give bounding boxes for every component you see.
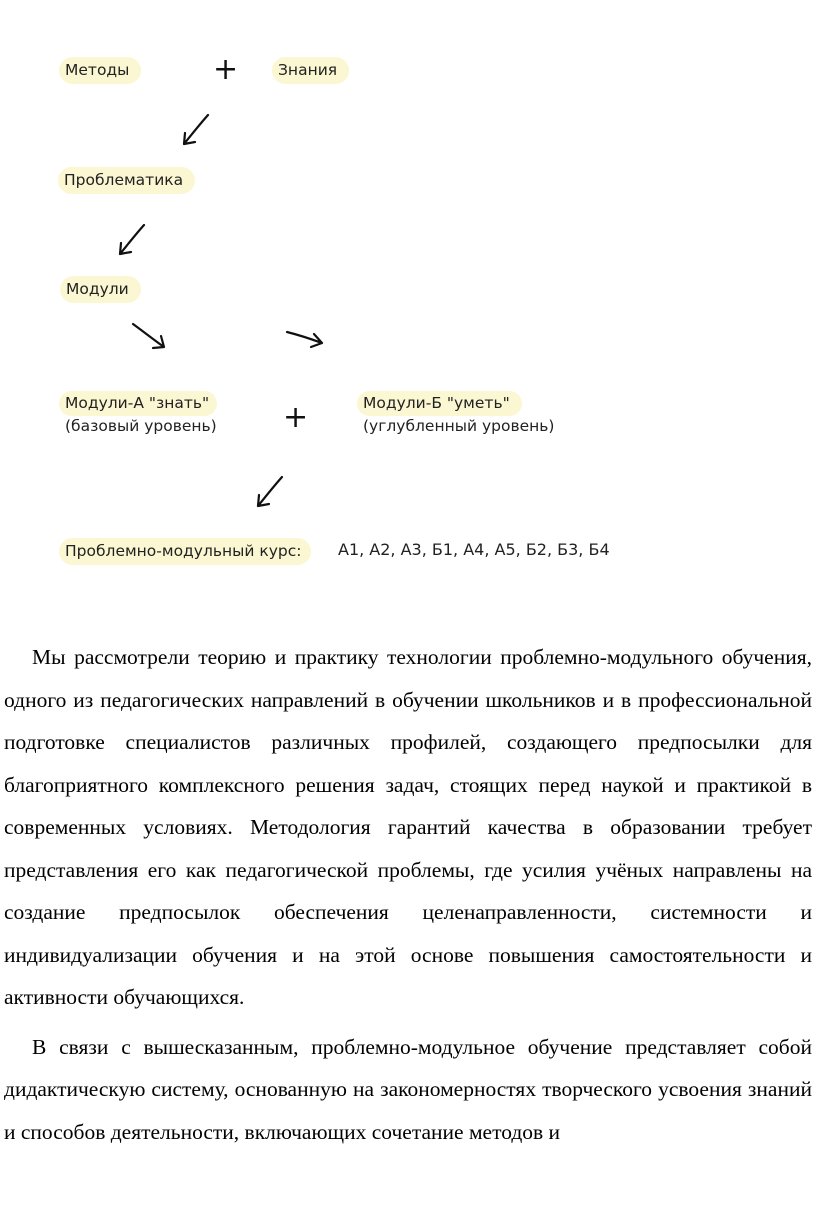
arrow-down-left-icon (252, 474, 288, 510)
arrow-down-left-icon (178, 112, 214, 148)
modules-a-title: Модули-А "знать" (59, 391, 217, 416)
node-modules-b (357, 391, 554, 437)
modules-a-level: (базовый уровень) (65, 417, 217, 435)
plus-sign-1: + (213, 52, 239, 87)
node-problematics: Проблематика (58, 167, 195, 194)
body-text (4, 636, 812, 1160)
arrow-down-left-icon (114, 222, 150, 258)
node-modules: Модули (60, 276, 141, 303)
node-knowledge: Знания (272, 57, 349, 84)
modules-b-level: (углубленный уровень) (363, 417, 555, 435)
node-course: Проблемно-модульный курс: (59, 538, 311, 565)
modules-b-title: Модули-Б "уметь" (357, 391, 522, 416)
arrow-right-icon (284, 324, 328, 352)
paragraph-2: В связи с вышесказанным, проблемно-модульное обучение представляет собой дидактическую систему, основанную на закономерностях творческого усвоения знаний и способов деятельности, включающих сочетание методов и (4, 1034, 812, 1144)
problem-modular-diagram (0, 0, 816, 600)
course-module-sequence: А1, А2, А3, Б1, А4, А5, Б2, Б3, Б4 (338, 540, 610, 559)
node-modules-a (59, 391, 217, 437)
arrow-down-right-icon (130, 320, 170, 352)
paragraph-1: Мы рассмотрели теорию и практику технологии проблемно-модульного обучения, одного из педагогических направлений в обучении школьников и в профессиональной подготовке специалистов различных профилей, создающего предпосылки для благоприятного комплексного решения задач, стоящих перед наукой и практикой в современных условиях. Методология гарантий качества в образовании требует представления его как педагогической проблемы, где усилия учёных направлены на создание предпосылок обеспечения целенаправленности, системности и индивидуализации обучения и на этой основе повышения самостоятельности и активности обучающихся. (4, 645, 812, 1009)
node-methods: Методы (59, 57, 141, 84)
plus-sign-2: + (283, 400, 309, 435)
